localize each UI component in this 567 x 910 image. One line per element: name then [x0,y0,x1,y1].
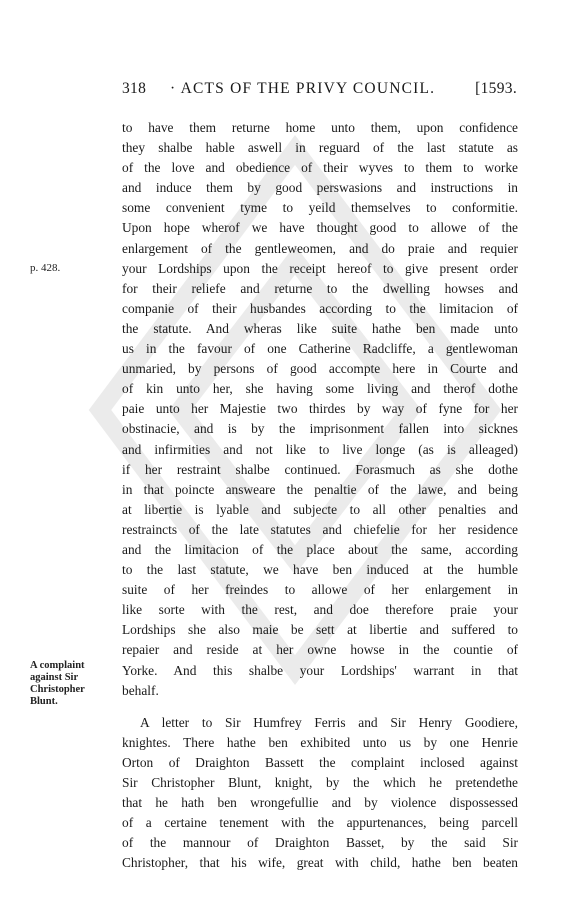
text-line: us in the favour of one Catherine Radcliffe, a gentlewoman [122,341,518,357]
text-line: knightes. There hathe ben exhibited unto us by one Henrie [122,734,518,750]
text-line: if her restraint shalbe continued. Forasmuch as she dothe [122,461,518,477]
paragraph-gap [122,701,518,713]
text-line: Christopher, that his wife, great with child, hathe ben beaten [122,855,518,871]
text-line: A letter to Sir Humfrey Ferris and Sir Henry Goodiere, [140,714,518,730]
text-line: suite of her freindes to allowe of her enlargement in [122,582,518,598]
margin-note-complaint [30,660,110,708]
margin-note-line: Christopher [30,684,85,695]
text-line: Sir Christopher Blunt, knight, by the which he pretendethe [122,775,518,790]
running-header [122,80,517,104]
text-line: and infirmities and not like to live longe (as is alleaged) [122,441,518,457]
text-line: of the mannour of Draighton Basset, by the said Sir [122,835,518,851]
margin-note-line: A complaint [30,660,85,671]
text-line: Yorke. And this shalbe your Lordships' warrant in that [122,662,518,678]
margin-note-line: Blunt. [30,696,58,707]
margin-note-line: against Sir [30,672,79,683]
text-line: of a certaine tenement with the appurtenances, being parcell [122,815,518,831]
text-line: and induce them by good perswasions and instructions in [122,180,518,196]
text-line: to the last statute, we have ben induced at the humble [122,562,518,578]
text-line: that he hath ben wrongefullie and by violence dispossessed [122,795,518,811]
text-line: behalf. [122,682,159,698]
text-line: the statute. And wheras like suite hathe ben made unto [122,320,518,336]
text-line: of the love and obedience of their wyves to them to worke [122,160,518,176]
text-line: obstinacie, and is by the imprisonment fallen into sicknes [122,421,518,437]
text-line: paie unto her Majestie two thirdes by way of fyne for her [122,401,518,417]
text-line: like sorte with the rest, and doe therefore praie your [122,602,518,618]
text-line: they shalbe hable aswell in reguard of the last statute as [122,140,518,156]
text-line: at libertie is lyable and subjecte to all other penalties and [122,501,518,517]
text-line: Orton of Draighton Bassett the complaint inclosed against [122,754,518,770]
text-line: Upon hope wherof we have thought good to allowe of the [122,220,518,236]
text-line: in that poincte answeare the penaltie of the lawe, and being [122,481,518,497]
paragraph-complaint-letter [122,713,518,874]
text-line: to have them returne home unto them, upon confidence [122,120,518,135]
page-number: 318 [122,80,147,97]
text-line: enlargement of the gentleweomen, and do praie and requier [122,240,518,256]
text-line: Lordships she also maie be sett at libertie and suffered to [122,622,518,638]
text-line: repaier and reside at her owne howse in the countie of [122,642,518,658]
text-line: and the limitacion of the place about the same, according [122,541,518,557]
text-line: companie of their husbandes according to the limitacion of [122,300,518,316]
paragraph-letter-continuation [122,118,518,701]
text-line: restraincts of the late statutes and chiefelie for her residence [122,521,518,537]
margin-page-reference: p. 428. [30,262,61,274]
text-line: of kin unto her, she having some living and therof dothe [122,381,518,397]
running-title: · ACTS OF THE PRIVY COUNCIL. [170,80,436,97]
text-line: unmaried, by persons of good accompte here in Courte and [122,361,518,377]
year-marker: [1593. [475,80,517,97]
body-text [122,118,518,873]
text-line: some convenient tyme to yeild themselves to conformitie. [122,200,518,216]
text-line: for their reliefe and returne to the dwelling howses and [122,280,518,296]
text-line: your Lordships upon the receipt hereof to give present order [122,260,518,276]
